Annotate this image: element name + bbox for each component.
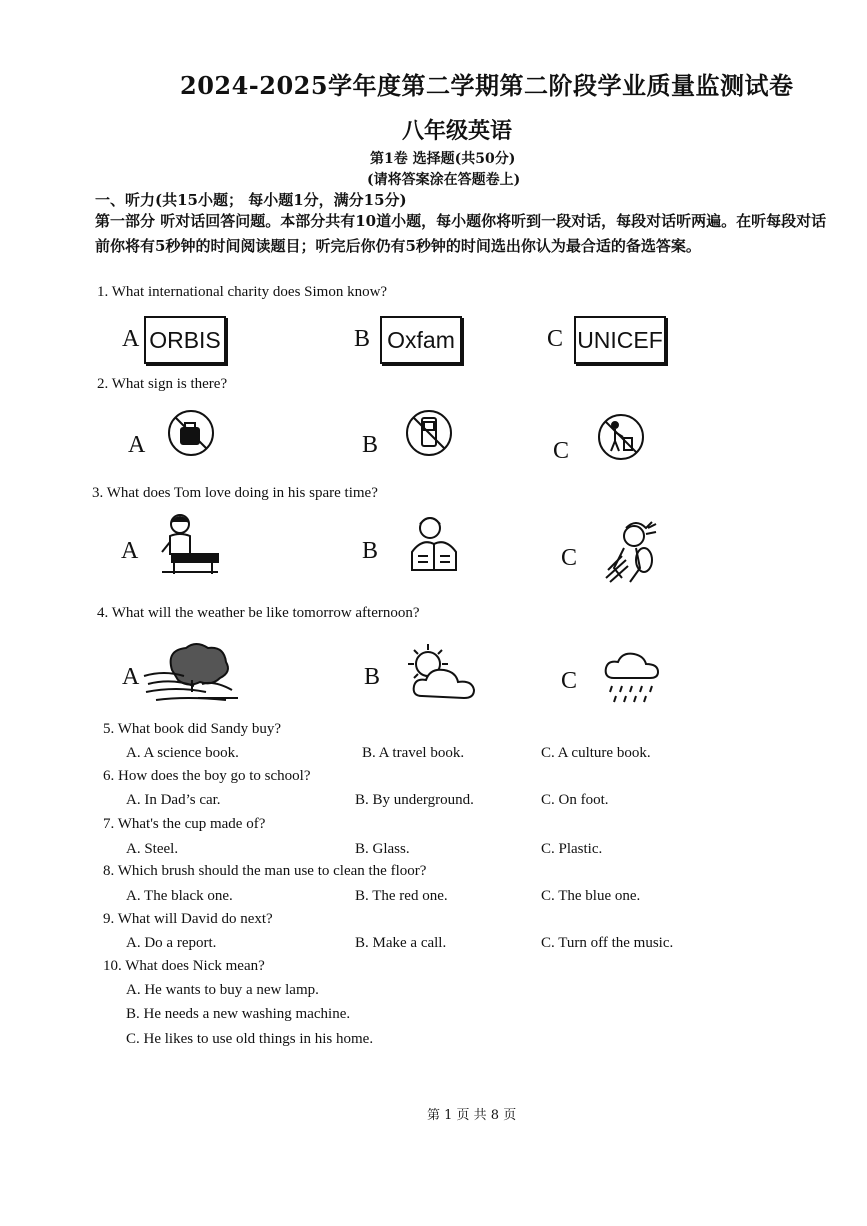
option-5b: B. A travel book. <box>362 745 465 761</box>
windy-icon <box>142 640 238 706</box>
section-intro: 第一部分 听对话回答问题。本部分共有10道小题，每小题你将听到一段对话，每段对话听两遍。在听每段对话前你将有5秒钟的时间阅读题目；听完后你仍有5秒钟的时间选出你认为最合适的备选答案。 <box>95 212 827 255</box>
no-littering-icon <box>596 412 646 462</box>
option-8c: C. The blue one. <box>541 888 641 904</box>
no-phone-icon <box>404 408 454 458</box>
question-2: 2. What sign is there? <box>97 376 228 392</box>
page-number: 第 1 页 共 8 页 <box>427 1108 517 1123</box>
option-letter: A <box>122 326 140 352</box>
answer-note: (请将答案涂在答题卷上) <box>367 172 521 188</box>
option-8b: B. The red one. <box>355 888 448 904</box>
option-letter: C <box>561 668 578 694</box>
question-6: 6. How does the boy go to school? <box>103 768 311 784</box>
question-5: 5. What book did Sandy buy? <box>103 721 282 737</box>
rainy-icon <box>602 650 660 708</box>
reading-icon <box>406 512 462 576</box>
question-7: 7. What's the cup made of? <box>103 816 266 832</box>
question-9: 9. What will David do next? <box>103 911 273 927</box>
question-3: 3. What does Tom love doing in his spare time? <box>92 485 378 501</box>
option-9a: A. Do a report. <box>126 935 217 951</box>
option-letter: A <box>121 538 139 564</box>
option-5a: A. A science book. <box>126 745 239 761</box>
option-10c: C. He likes to use old things in his home. <box>126 1031 374 1047</box>
option-8a: A. The black one. <box>126 888 233 904</box>
option-letter: C <box>547 326 564 352</box>
option-9c: C. Turn off the music. <box>541 935 674 951</box>
option-7b: B. Glass. <box>355 841 410 857</box>
question-10: 10. What does Nick mean? <box>103 958 265 974</box>
option-letter: B <box>364 664 381 690</box>
playing-piano-icon <box>152 510 222 578</box>
option-6c: C. On foot. <box>541 792 609 808</box>
no-luggage-icon <box>166 408 216 458</box>
charity-box-oxfam: Oxfam <box>380 316 462 364</box>
option-10a: A. He wants to buy a new lamp. <box>126 982 319 998</box>
option-7c: C. Plastic. <box>541 841 603 857</box>
exam-title: 2024-2025学年度第二学期第二阶段学业质量监测试卷 <box>180 71 794 100</box>
charity-box-unicef: UNICEF <box>574 316 666 364</box>
option-letter: B <box>362 538 379 564</box>
playing-violin-icon <box>600 516 662 586</box>
option-6b: B. By underground. <box>355 792 474 808</box>
option-letter: B <box>362 432 379 458</box>
option-6a: A. In Dad’s car. <box>126 792 221 808</box>
option-letter: A <box>128 432 146 458</box>
charity-box-orbis: ORBIS <box>144 316 226 364</box>
question-1: 1. What international charity does Simon know? <box>97 284 388 300</box>
part-title: 第1卷 选择题(共50分) <box>370 151 516 167</box>
option-letter: B <box>354 326 371 352</box>
option-7a: A. Steel. <box>126 841 179 857</box>
sunny-cloudy-icon <box>402 640 480 704</box>
question-4: 4. What will the weather be like tomorrow afternoon? <box>97 605 420 621</box>
option-9b: B. Make a call. <box>355 935 447 951</box>
section-heading: 一、听力(共15小题； 每小题1分，满分15分) <box>95 191 407 209</box>
option-10b: B. He needs a new washing machine. <box>126 1006 351 1022</box>
subject-title: 八年级英语 <box>402 118 513 144</box>
question-8: 8. Which brush should the man use to clean the floor? <box>103 863 427 879</box>
option-letter: C <box>553 438 570 464</box>
option-5c: C. A culture book. <box>541 745 651 761</box>
option-letter: A <box>122 664 140 690</box>
option-letter: C <box>561 545 578 571</box>
